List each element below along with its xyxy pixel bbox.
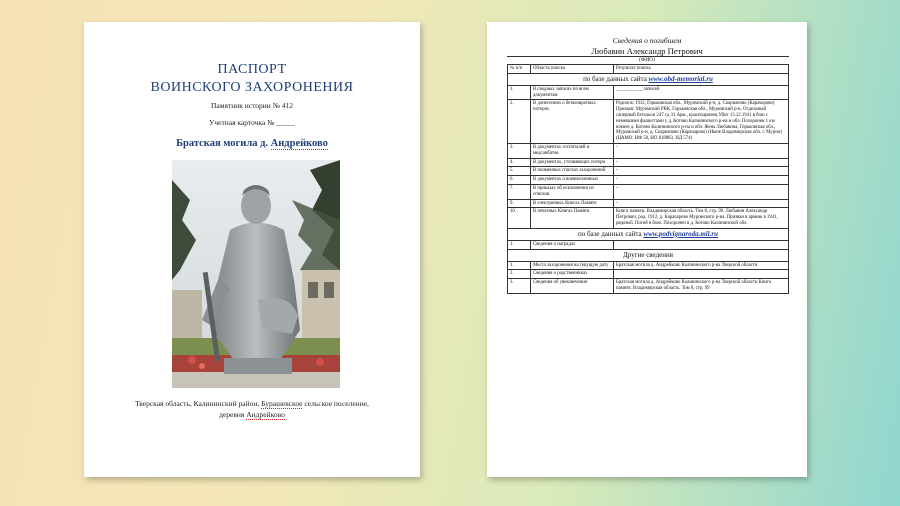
section-obd-memorial: [508, 73, 789, 85]
row-number: 4.: [508, 158, 531, 167]
soldier-name: Любавин Александр Петрович: [591, 46, 703, 56]
section2-prefix: по базе данных сайта: [577, 229, 644, 238]
row-number: 1.: [508, 85, 531, 100]
memorial-statue-illustration: [172, 160, 340, 388]
row-area: В документах о военнопленных: [531, 176, 614, 185]
header-number: № п/п: [508, 65, 531, 74]
row-area: Место захоронения на текущую дату: [531, 261, 614, 270]
fio-caption: (ФИО): [639, 57, 655, 63]
registration-card-number: Учетная карточка № _____: [209, 118, 295, 127]
address-line2: сельское поселение,: [302, 399, 369, 408]
row-result: -: [614, 143, 789, 158]
passport-title: ПАСПОРТ: [217, 62, 287, 77]
row-number: 5.: [508, 167, 531, 176]
record-heading: Сведения о погибшем: [612, 36, 682, 45]
passport-cover-page: [84, 22, 420, 477]
row-result: -: [614, 158, 789, 167]
section1-prefix: по базе данных сайта: [583, 74, 649, 83]
table-row: [508, 176, 789, 185]
address-line3: деревня: [219, 410, 247, 419]
row-number: 2.: [508, 270, 531, 279]
row-result: Родился: 1912, Горьковская обл., Муромский р-н, д. Скарначово (Карачарово) Призван: Муромский РВК, Горьковская обл., Муромский р-н. Отдельный саперный батальон 247 сд 31 Арм., красноармеец Убит 13.12.1941 в бою с немецкими фашистами у д. Котово Калининского р-на и обл. Похоронен 1 км южнее д. Котово Калининского р-на и обл. Жена Любавина, Горьковская обл., Муромский р-н, д. Скарначово (Карачарово) (Ныне Владимирская обл. г. Муром) (ЦАМО: НФ 58, НО 818883, НД 574): [614, 100, 789, 144]
grave-title-prefix: Братская могила д.: [176, 138, 271, 149]
row-area: Сведения об увековечении: [531, 279, 614, 294]
table-row: [508, 100, 789, 144]
address-settlement: Бурашевское: [261, 399, 303, 408]
grave-address: [124, 398, 380, 420]
table-row: [508, 158, 789, 167]
row-result: -: [614, 167, 789, 176]
row-area: В документах госпиталей и медсанбатов: [531, 143, 614, 158]
table-row: [508, 143, 789, 158]
row-number: 10.: [508, 208, 531, 228]
row-number: 1.: [508, 261, 531, 270]
podvig-naroda-link[interactable]: www.podvignaroda.mil.ru: [643, 229, 719, 238]
address-line1: Тверская область, Калининский район,: [135, 399, 262, 408]
table-row: [508, 199, 789, 208]
memorial-statue-photo: [172, 160, 340, 388]
search-results-table: [507, 64, 789, 294]
soldier-record-page: [487, 22, 807, 477]
row-area: Сведения о родственниках: [531, 270, 614, 279]
header-search-result: Результат поиска: [614, 65, 789, 74]
grave-title: [84, 138, 420, 149]
row-number: 2.: [508, 100, 531, 144]
row-area: В поименных списках захоронений: [531, 167, 614, 176]
table-row: [508, 261, 789, 270]
row-result: Книга памяти. Владимирская область. Том 8, стр. 99. Любавин Александр Петрович, род. 1912, д. Карачарово Муромского р-на. Призван в армию в 1941, рядовой. Погиб в бою. Похоронен в д. Котово Калининской обл.: [614, 208, 789, 228]
row-result: -: [614, 176, 789, 185]
obd-memorial-link[interactable]: www.obd-memorial.ru: [648, 74, 713, 83]
passport-subtitle: ВОИНСКОГО ЗАХОРОНЕНИЯ: [150, 80, 354, 95]
header-search-area: Область поиска: [531, 65, 614, 74]
table-row: [508, 208, 789, 228]
section3-title: Другие сведения: [508, 249, 789, 261]
row-result: -: [614, 199, 789, 208]
section-podvig-naroda: [508, 228, 789, 240]
table-row: [508, 240, 789, 249]
table-row: [508, 279, 789, 294]
row-number: 6.: [508, 176, 531, 185]
table-row: [508, 167, 789, 176]
row-result: [614, 270, 789, 279]
row-area: В приказах об исключении из списков: [531, 184, 614, 199]
row-number: 1.: [508, 240, 531, 249]
row-area: Сведения о наградах: [531, 240, 614, 249]
row-result: -: [614, 184, 789, 199]
row-result: Братская могила д. Андрейково Калининского р-на Тверской области: [614, 261, 789, 270]
monument-number: Памятник истории № 412: [211, 101, 293, 110]
row-result: Братская могила д. Андрейково Калининского р-на Тверской области Книга памяти. Владимирская область. Том 8, стр. 99: [614, 279, 789, 294]
row-area: В донесениях о безвозвратных потерях: [531, 100, 614, 144]
section-other-info: [508, 249, 789, 261]
row-number: 3.: [508, 279, 531, 294]
row-result: ___________ записей: [614, 85, 789, 100]
row-area: В сводных записях по всем документам: [531, 85, 614, 100]
row-area: В электронных Книгах Памяти: [531, 199, 614, 208]
row-number: 3.: [508, 143, 531, 158]
table-row: [508, 85, 789, 100]
table-header-row: [508, 65, 789, 74]
row-area: В печатных Книгах Памяти: [531, 208, 614, 228]
row-result: [614, 240, 789, 249]
grave-title-place: Андрейково: [270, 138, 328, 149]
address-village: Андрейково: [246, 410, 285, 419]
row-area: В документах, уточняющих потери: [531, 158, 614, 167]
table-row: [508, 270, 789, 279]
row-number: 9.: [508, 199, 531, 208]
row-number: 7.: [508, 184, 531, 199]
table-row: [508, 184, 789, 199]
